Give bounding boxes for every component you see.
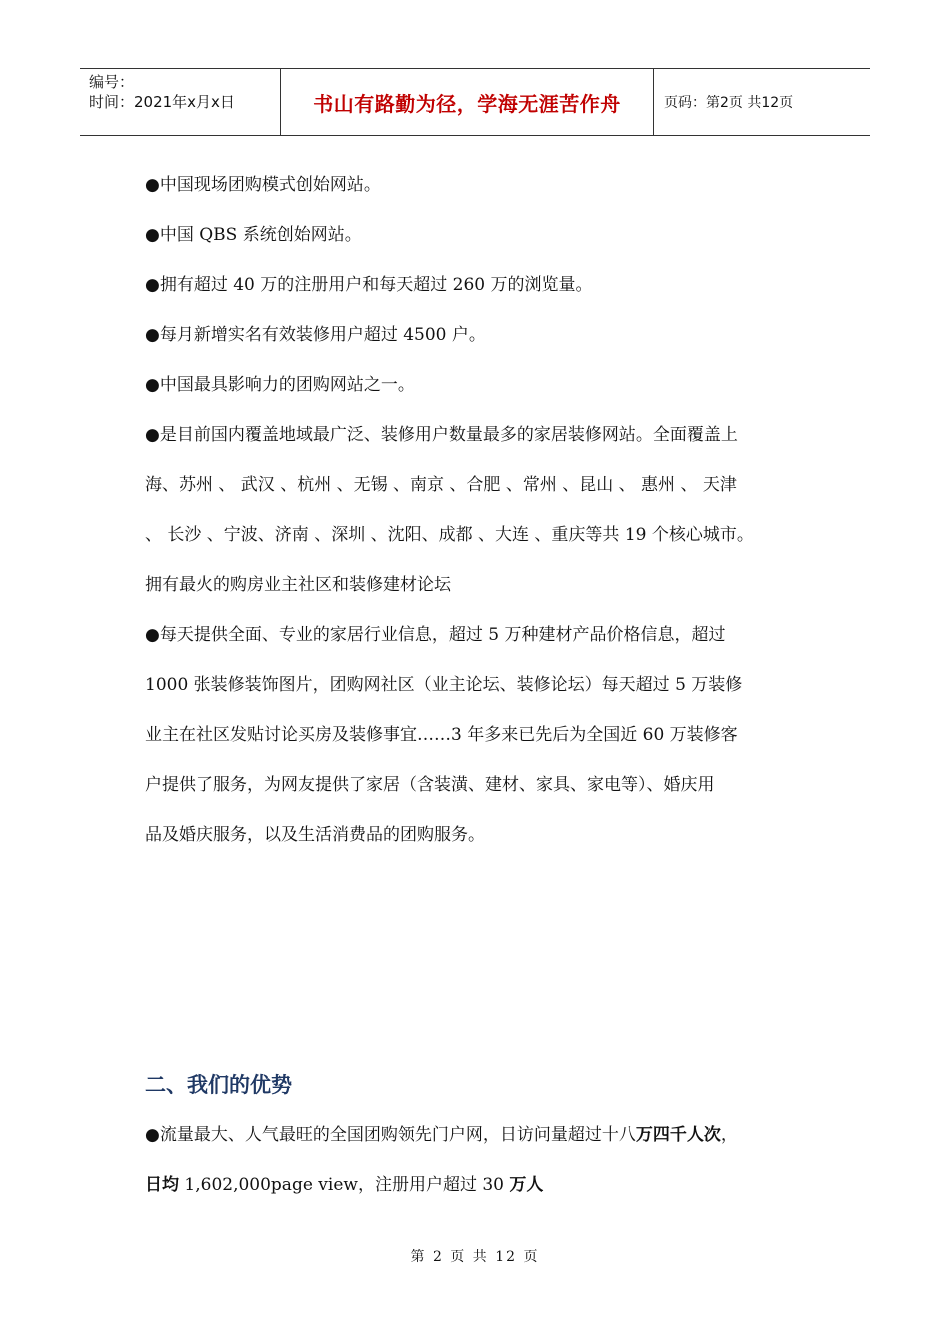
document-body bbox=[145, 160, 815, 1210]
section-title: 二、我们的优势 bbox=[145, 1073, 292, 1097]
text-line: 、 长沙 、宁波、济南 、深圳 、沈阳、成都 、大连 、重庆等共 19 个核心城市。 bbox=[145, 525, 754, 545]
advantage-text: 1,602,000page view，注册用户超过 30 bbox=[179, 1175, 510, 1195]
date-label: 时间：2021年x月x日 bbox=[89, 93, 235, 111]
header-page-label: 页码：第2页 共12页 bbox=[664, 95, 794, 111]
header-table bbox=[80, 68, 870, 136]
advantage-line-2 bbox=[145, 1160, 815, 1210]
advantage-bold: 日均 bbox=[145, 1175, 179, 1195]
text-line: 户提供了服务，为网友提供了家居（含装潢、建材、家具、家电等）、婚庆用 bbox=[145, 775, 715, 795]
advantage-text: ， bbox=[720, 1125, 738, 1145]
text-line: ●中国最具影响力的团购网站之一。 bbox=[145, 375, 415, 395]
header-motto: 书山有路勤为径，学海无涯苦作舟 bbox=[313, 91, 621, 116]
spacer bbox=[145, 860, 815, 1060]
advantage-text: ●流量最大、人气最旺的全国团购领先门户网，日访问量超过十八 bbox=[145, 1125, 636, 1145]
text-line: ●中国 QBS 系统创始网站。 bbox=[145, 225, 362, 245]
text-line: ●拥有超过 40 万的注册用户和每天超过 260 万的浏览量。 bbox=[145, 275, 593, 295]
text-line: 1000 张装修装饰图片，团购网社区（业主论坛、装修论坛）每天超过 5 万装修 bbox=[145, 675, 743, 695]
header-meta bbox=[80, 69, 281, 135]
advantage-line-1 bbox=[145, 1110, 815, 1160]
text-line: ●每月新增实名有效装修用户超过 4500 户。 bbox=[145, 325, 486, 345]
text-line: 业主在社区发贴讨论买房及装修事宜……3 年多来已先后为全国近 60 万装修客 bbox=[145, 725, 738, 745]
advantage-bold: 万四千人次 bbox=[635, 1125, 721, 1145]
number-label: 编号： bbox=[89, 73, 135, 91]
text-line: ●是目前国内覆盖地域最广泛、装修用户数量最多的家居装修网站。全面覆盖上 bbox=[145, 425, 738, 445]
page-footer: 第 2 页 共 12 页 bbox=[410, 1249, 540, 1265]
text-line: ●每天提供全面、专业的家居行业信息，超过 5 万种建材产品价格信息，超过 bbox=[145, 625, 726, 645]
header-page-cell bbox=[654, 69, 870, 135]
advantage-bold: 万人 bbox=[509, 1175, 544, 1195]
header-motto-cell bbox=[281, 69, 654, 135]
text-line: 品及婚庆服务，以及生活消费品的团购服务。 bbox=[145, 825, 485, 845]
text-line: 海、苏州 、 武汉 、杭州 、无锡 、南京 、合肥 、常州 、昆山 、 惠州 、 天津 bbox=[145, 475, 737, 495]
text-line: 拥有最火的购房业主社区和装修建材论坛 bbox=[145, 575, 451, 595]
text-line: ●中国现场团购模式创始网站。 bbox=[145, 175, 381, 195]
